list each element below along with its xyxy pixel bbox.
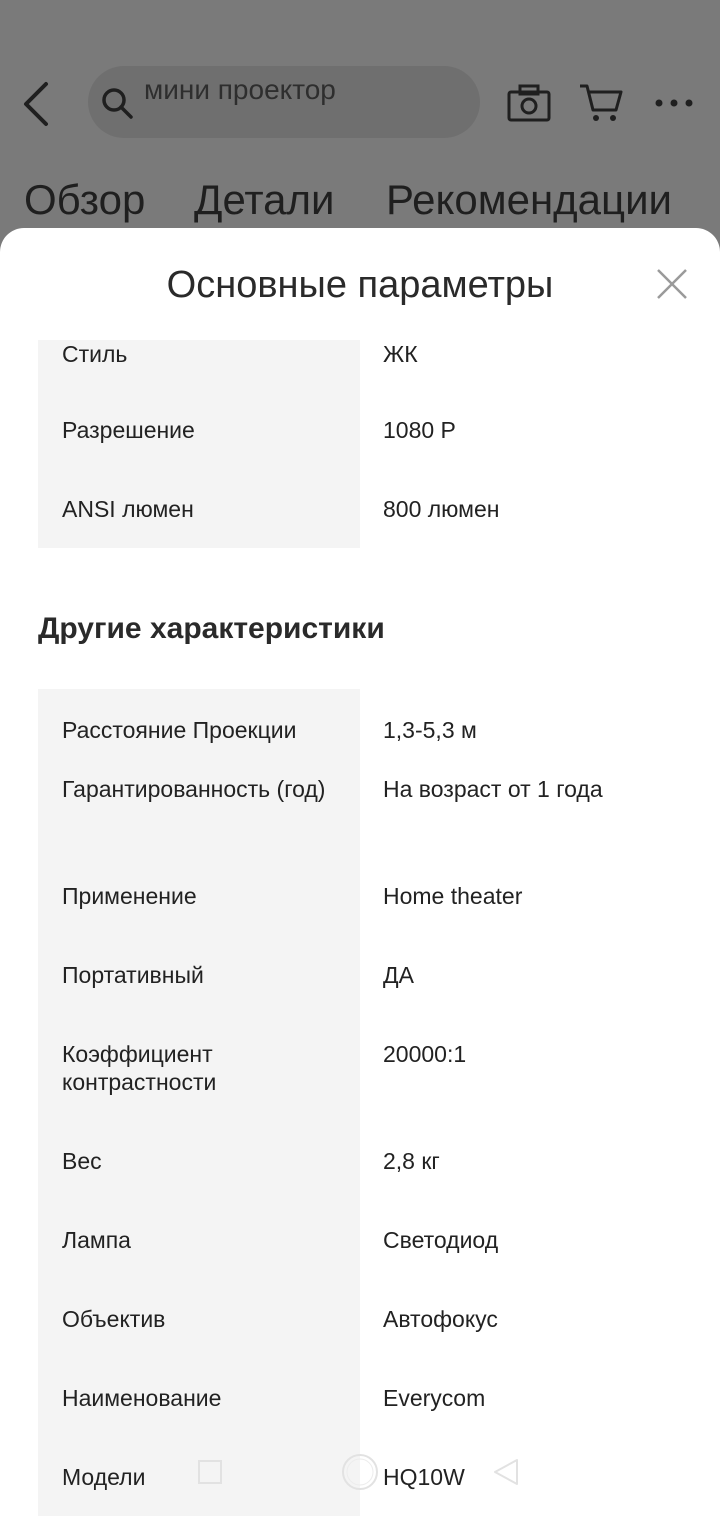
param-value: ЖК (383, 341, 418, 367)
table-row (38, 1456, 682, 1516)
app-header (0, 0, 720, 240)
search-placeholder: мини проектор (144, 74, 336, 105)
tab-details[interactable]: Детали (194, 176, 335, 223)
more-icon[interactable] (654, 96, 694, 110)
param-value: 800 люмен (383, 496, 500, 522)
param-key: Разрешение (38, 415, 360, 494)
search-input[interactable] (88, 66, 480, 138)
param-value: 1,3-5,3 м (383, 717, 477, 743)
param-value: Светодиод (383, 1227, 499, 1253)
tab-bar (0, 170, 720, 230)
table-row (38, 1298, 682, 1377)
param-key: Стиль (38, 340, 360, 415)
param-key: Коэффициент контрастности (38, 1033, 360, 1140)
param-key: Гарантированность (год) (38, 768, 360, 875)
param-key: Наименование (38, 1377, 360, 1456)
table-row (38, 1377, 682, 1456)
tab-recommendations[interactable]: Рекомендации (386, 176, 673, 223)
tab-overview[interactable]: Обзор (24, 176, 146, 223)
param-value: Everycom (383, 1385, 486, 1411)
search-icon (100, 86, 134, 120)
table-row (38, 954, 682, 1033)
param-value: На возраст от 1 года (383, 776, 603, 802)
param-value: Home theater (383, 883, 523, 909)
cart-icon[interactable] (578, 80, 624, 126)
section-title: Другие характеристики (38, 612, 385, 645)
param-value: 20000:1 (383, 1041, 467, 1067)
close-icon[interactable] (654, 266, 690, 302)
back-arrow-icon[interactable] (18, 80, 58, 128)
table-row (38, 768, 682, 875)
camera-icon[interactable] (506, 82, 552, 124)
basic-params-table (38, 340, 682, 548)
param-value: 1080 P (383, 417, 456, 443)
param-value: 2,8 кг (383, 1148, 440, 1174)
sheet-title: Основные параметры (166, 264, 554, 306)
param-key: Расстояние Проекции (38, 689, 360, 768)
param-key: Применение (38, 875, 360, 954)
table-row (38, 415, 682, 494)
other-params-table (38, 689, 682, 1516)
table-row (38, 689, 682, 768)
param-key: Вес (38, 1140, 360, 1219)
param-key: Портативный (38, 954, 360, 1033)
table-row (38, 1033, 682, 1140)
table-row (38, 494, 682, 548)
param-key: Модели (38, 1456, 360, 1516)
param-key: Лампа (38, 1219, 360, 1298)
param-key: ANSI люмен (38, 494, 360, 548)
table-row (38, 875, 682, 954)
table-row (38, 1140, 682, 1219)
param-value: ДА (383, 962, 414, 988)
parameters-sheet (0, 228, 720, 1520)
table-row (38, 340, 682, 415)
param-key: Объектив (38, 1298, 360, 1377)
param-value: Автофокус (383, 1306, 498, 1332)
param-value: HQ10W (383, 1464, 465, 1490)
table-row (38, 1219, 682, 1298)
